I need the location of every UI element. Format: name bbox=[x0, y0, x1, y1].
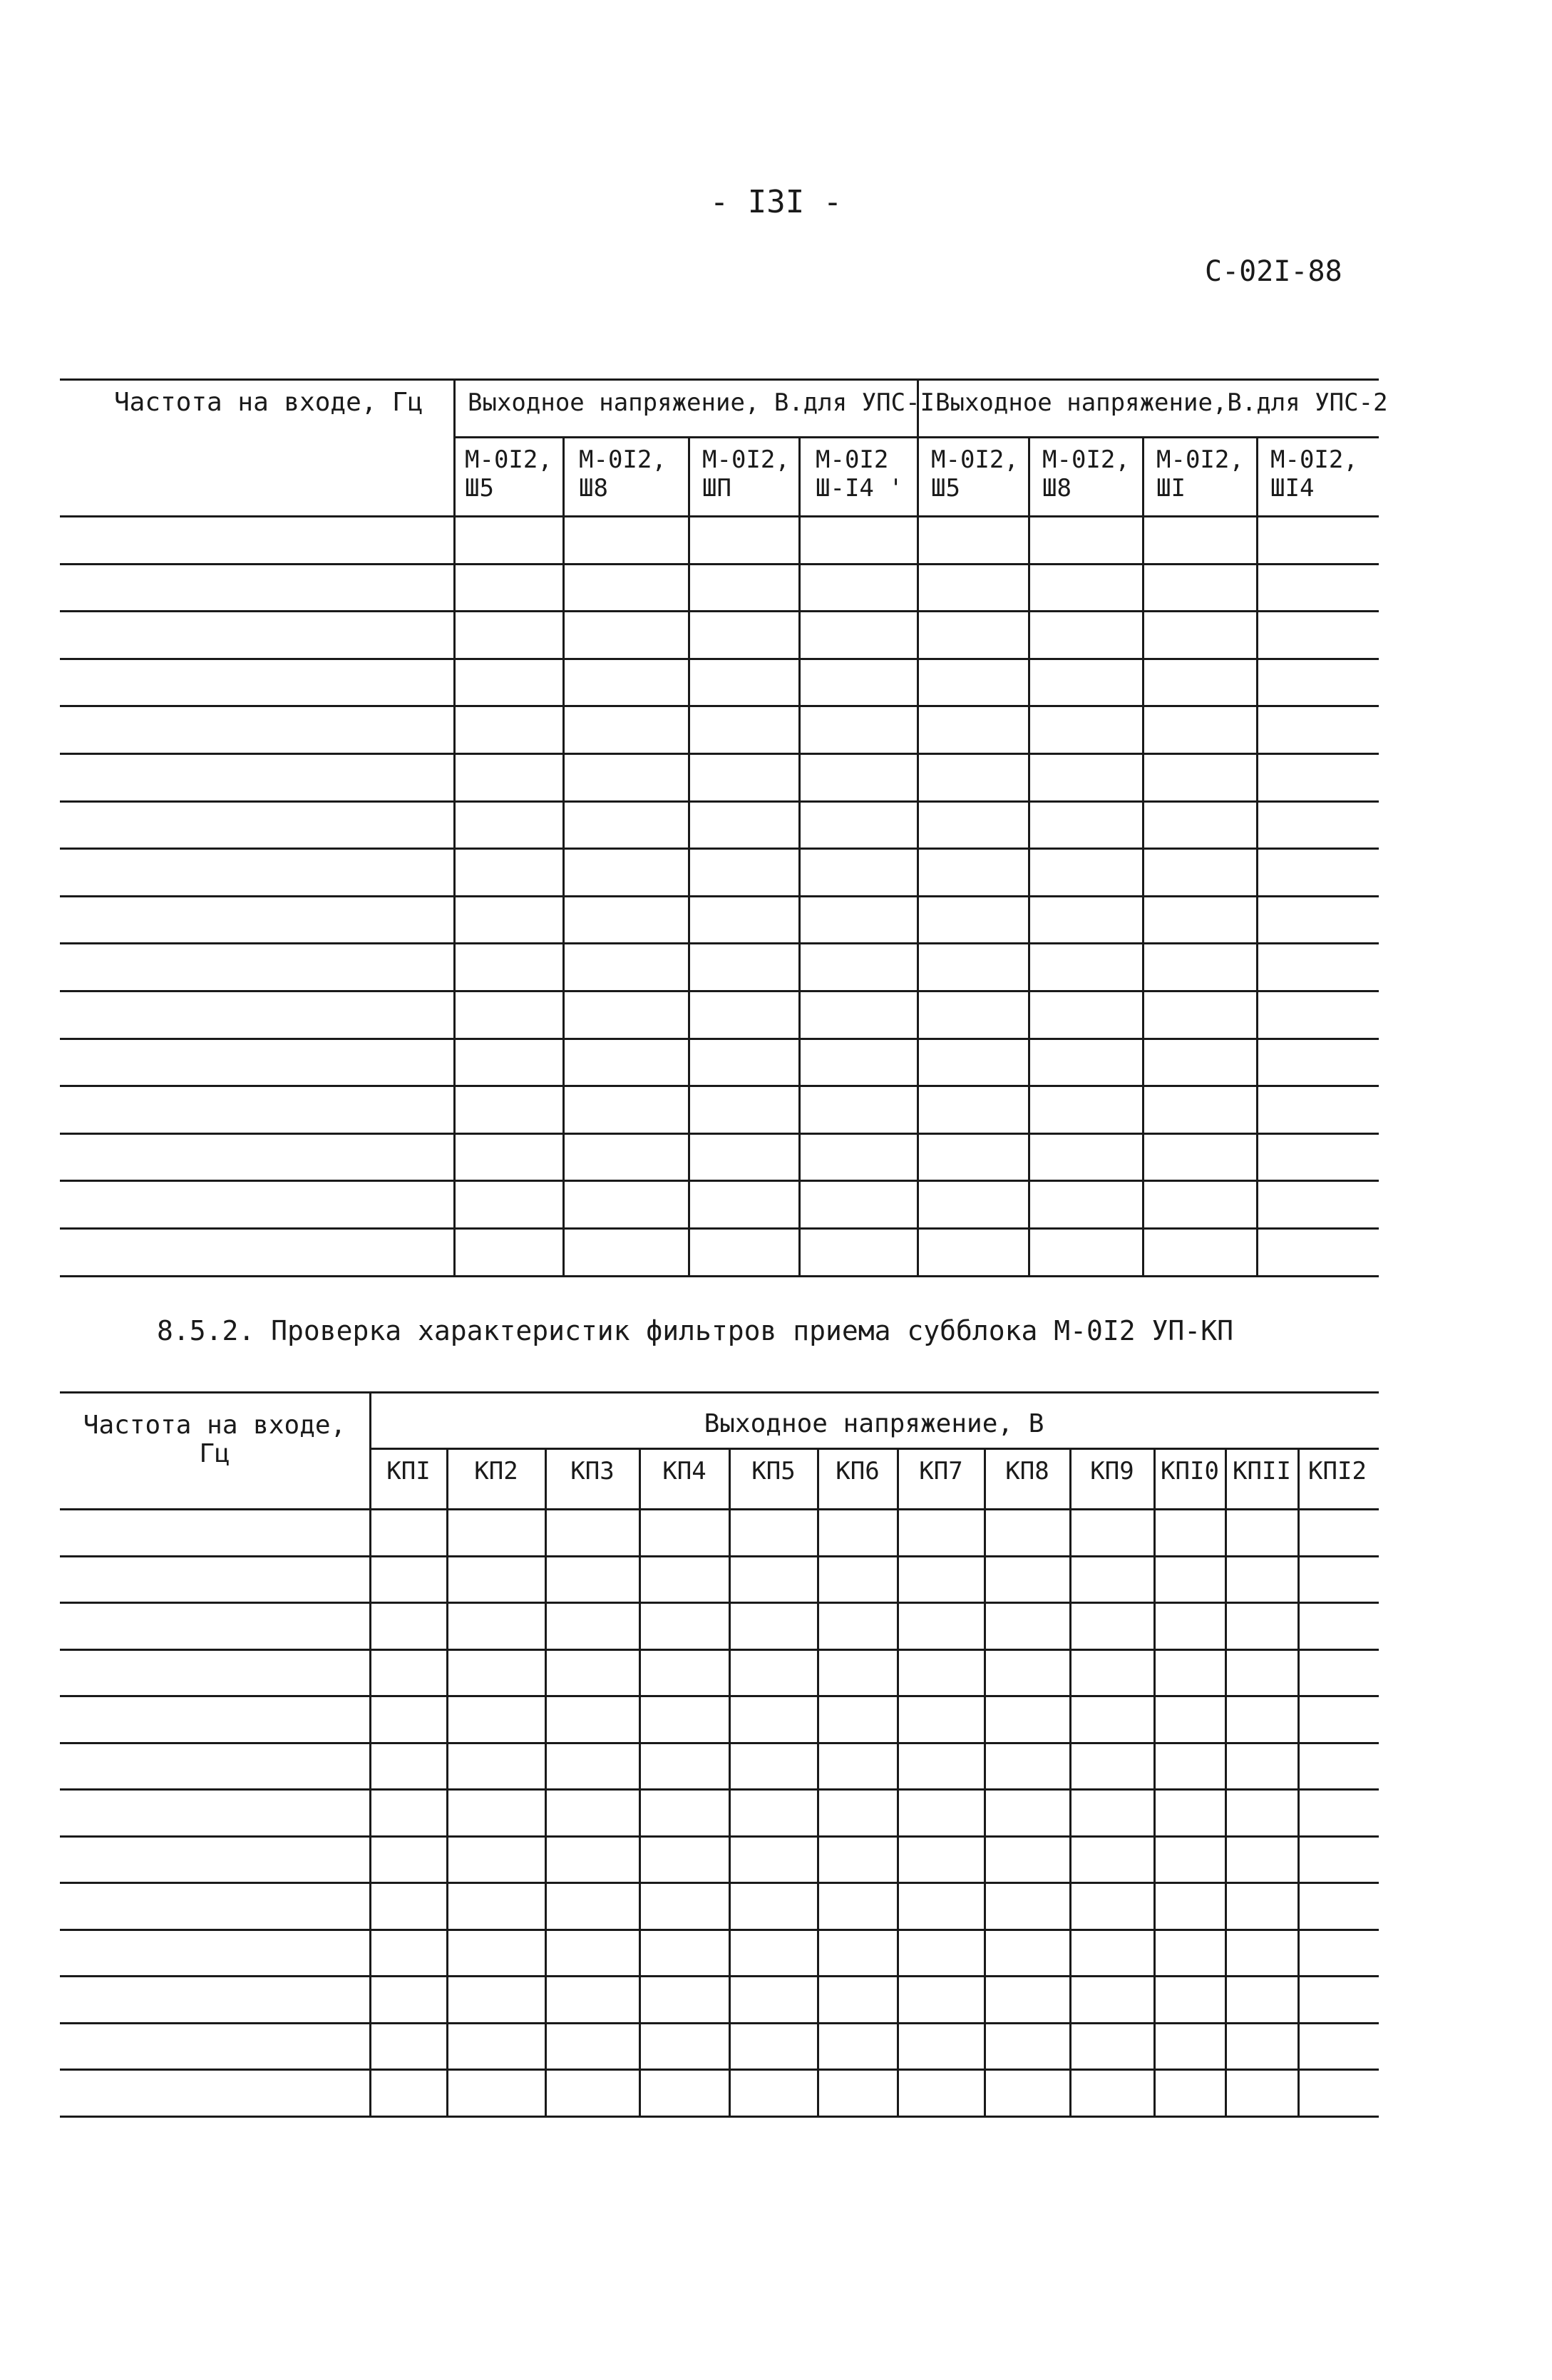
frequency-column-header: Частота на входе, Гц bbox=[83, 1411, 346, 1468]
table-header-rule bbox=[60, 1508, 1379, 1510]
column-header: КПI0 bbox=[1161, 1457, 1219, 1485]
table-row bbox=[60, 1085, 1379, 1087]
table-rule bbox=[369, 1448, 1379, 1450]
table-rule bbox=[453, 436, 1379, 438]
document-code: C-02I-88 bbox=[1205, 255, 1342, 288]
table-divider bbox=[688, 437, 690, 1275]
column-header: М-0I2, ШI4 bbox=[1270, 445, 1358, 503]
column-header: М-0I2, Ш5 bbox=[931, 445, 1019, 503]
table-divider bbox=[453, 380, 456, 1275]
table-divider bbox=[897, 1448, 899, 2116]
table-row bbox=[60, 1555, 1379, 1557]
table-row bbox=[60, 1929, 1379, 1931]
column-header: М-0I2, ШI bbox=[1156, 445, 1244, 503]
table-row bbox=[60, 2022, 1379, 2024]
table-row bbox=[60, 942, 1379, 944]
table-divider bbox=[1256, 437, 1258, 1275]
table-row bbox=[60, 705, 1379, 707]
page-number: - I3I - bbox=[709, 184, 843, 220]
table-row bbox=[60, 1788, 1379, 1791]
table-divider bbox=[729, 1448, 731, 2116]
output-voltage-ups1-header: Выходное напряжение, В.для УПС-I bbox=[468, 388, 935, 417]
table-row bbox=[60, 1180, 1379, 1182]
table-divider bbox=[1225, 1448, 1227, 2116]
table-rule bbox=[60, 378, 1379, 381]
column-header: М-0I2, Ш8 bbox=[1042, 445, 1130, 503]
column-header: КПI2 bbox=[1308, 1457, 1367, 1485]
table-row bbox=[60, 610, 1379, 612]
table-divider bbox=[798, 437, 801, 1275]
column-header: КПI bbox=[386, 1457, 431, 1485]
table-divider bbox=[545, 1448, 547, 2116]
table-divider bbox=[817, 1448, 819, 2116]
column-header: КП6 bbox=[836, 1457, 880, 1485]
table-row bbox=[60, 1133, 1379, 1135]
column-header: М-0I2, Ш8 bbox=[579, 445, 667, 503]
table-row bbox=[60, 1227, 1379, 1230]
table-row bbox=[60, 1649, 1379, 1651]
frequency-column-header: Частота на входе, Гц bbox=[114, 388, 423, 417]
table-row bbox=[60, 1742, 1379, 1744]
table-divider bbox=[562, 437, 565, 1275]
table-row bbox=[60, 800, 1379, 803]
table-divider bbox=[639, 1448, 641, 2116]
table-divider bbox=[917, 380, 919, 1275]
table-row bbox=[60, 895, 1379, 897]
table-row bbox=[60, 1975, 1379, 1977]
column-header: КП3 bbox=[570, 1457, 615, 1485]
section-caption: 8.5.2. Проверка характеристик фильтров приема субблока М-0I2 УП-КП bbox=[157, 1315, 1233, 1346]
table-divider bbox=[1153, 1448, 1156, 2116]
column-header: КП4 bbox=[662, 1457, 706, 1485]
table-divider bbox=[1297, 1448, 1300, 2116]
table-row bbox=[60, 2116, 1379, 2118]
column-header: КП9 bbox=[1090, 1457, 1134, 1485]
column-header: М-0I2 Ш-I4 ' bbox=[816, 445, 903, 503]
table-header-rule bbox=[60, 515, 1379, 517]
table-row bbox=[60, 1835, 1379, 1838]
table-row bbox=[60, 1882, 1379, 1884]
column-header: М-0I2, ШП bbox=[702, 445, 790, 503]
table-row bbox=[60, 563, 1379, 565]
table-divider bbox=[369, 1393, 371, 2116]
column-header: КП8 bbox=[1005, 1457, 1049, 1485]
table-row bbox=[60, 1038, 1379, 1040]
table-row bbox=[60, 1275, 1379, 1277]
table-row bbox=[60, 848, 1379, 850]
table-row bbox=[60, 2069, 1379, 2071]
table-divider bbox=[1028, 437, 1030, 1275]
column-header: КПII bbox=[1233, 1457, 1291, 1485]
table-divider bbox=[446, 1448, 448, 2116]
output-voltage-ups2-header: Выходное напряжение,В.для УПС-2 bbox=[935, 388, 1388, 417]
table-divider bbox=[984, 1448, 986, 2116]
table-row bbox=[60, 990, 1379, 992]
table-row bbox=[60, 753, 1379, 755]
table-row bbox=[60, 1602, 1379, 1604]
table-row bbox=[60, 658, 1379, 660]
table-divider bbox=[1069, 1448, 1072, 2116]
table-row bbox=[60, 1695, 1379, 1697]
column-header: КП5 bbox=[751, 1457, 796, 1485]
output-voltage-header: Выходное напряжение, В bbox=[704, 1409, 1044, 1438]
column-header: КП2 bbox=[474, 1457, 518, 1485]
table-rule bbox=[60, 1391, 1379, 1394]
column-header: КП7 bbox=[919, 1457, 963, 1485]
column-header: М-0I2, Ш5 bbox=[465, 445, 553, 503]
table-divider bbox=[1142, 437, 1144, 1275]
